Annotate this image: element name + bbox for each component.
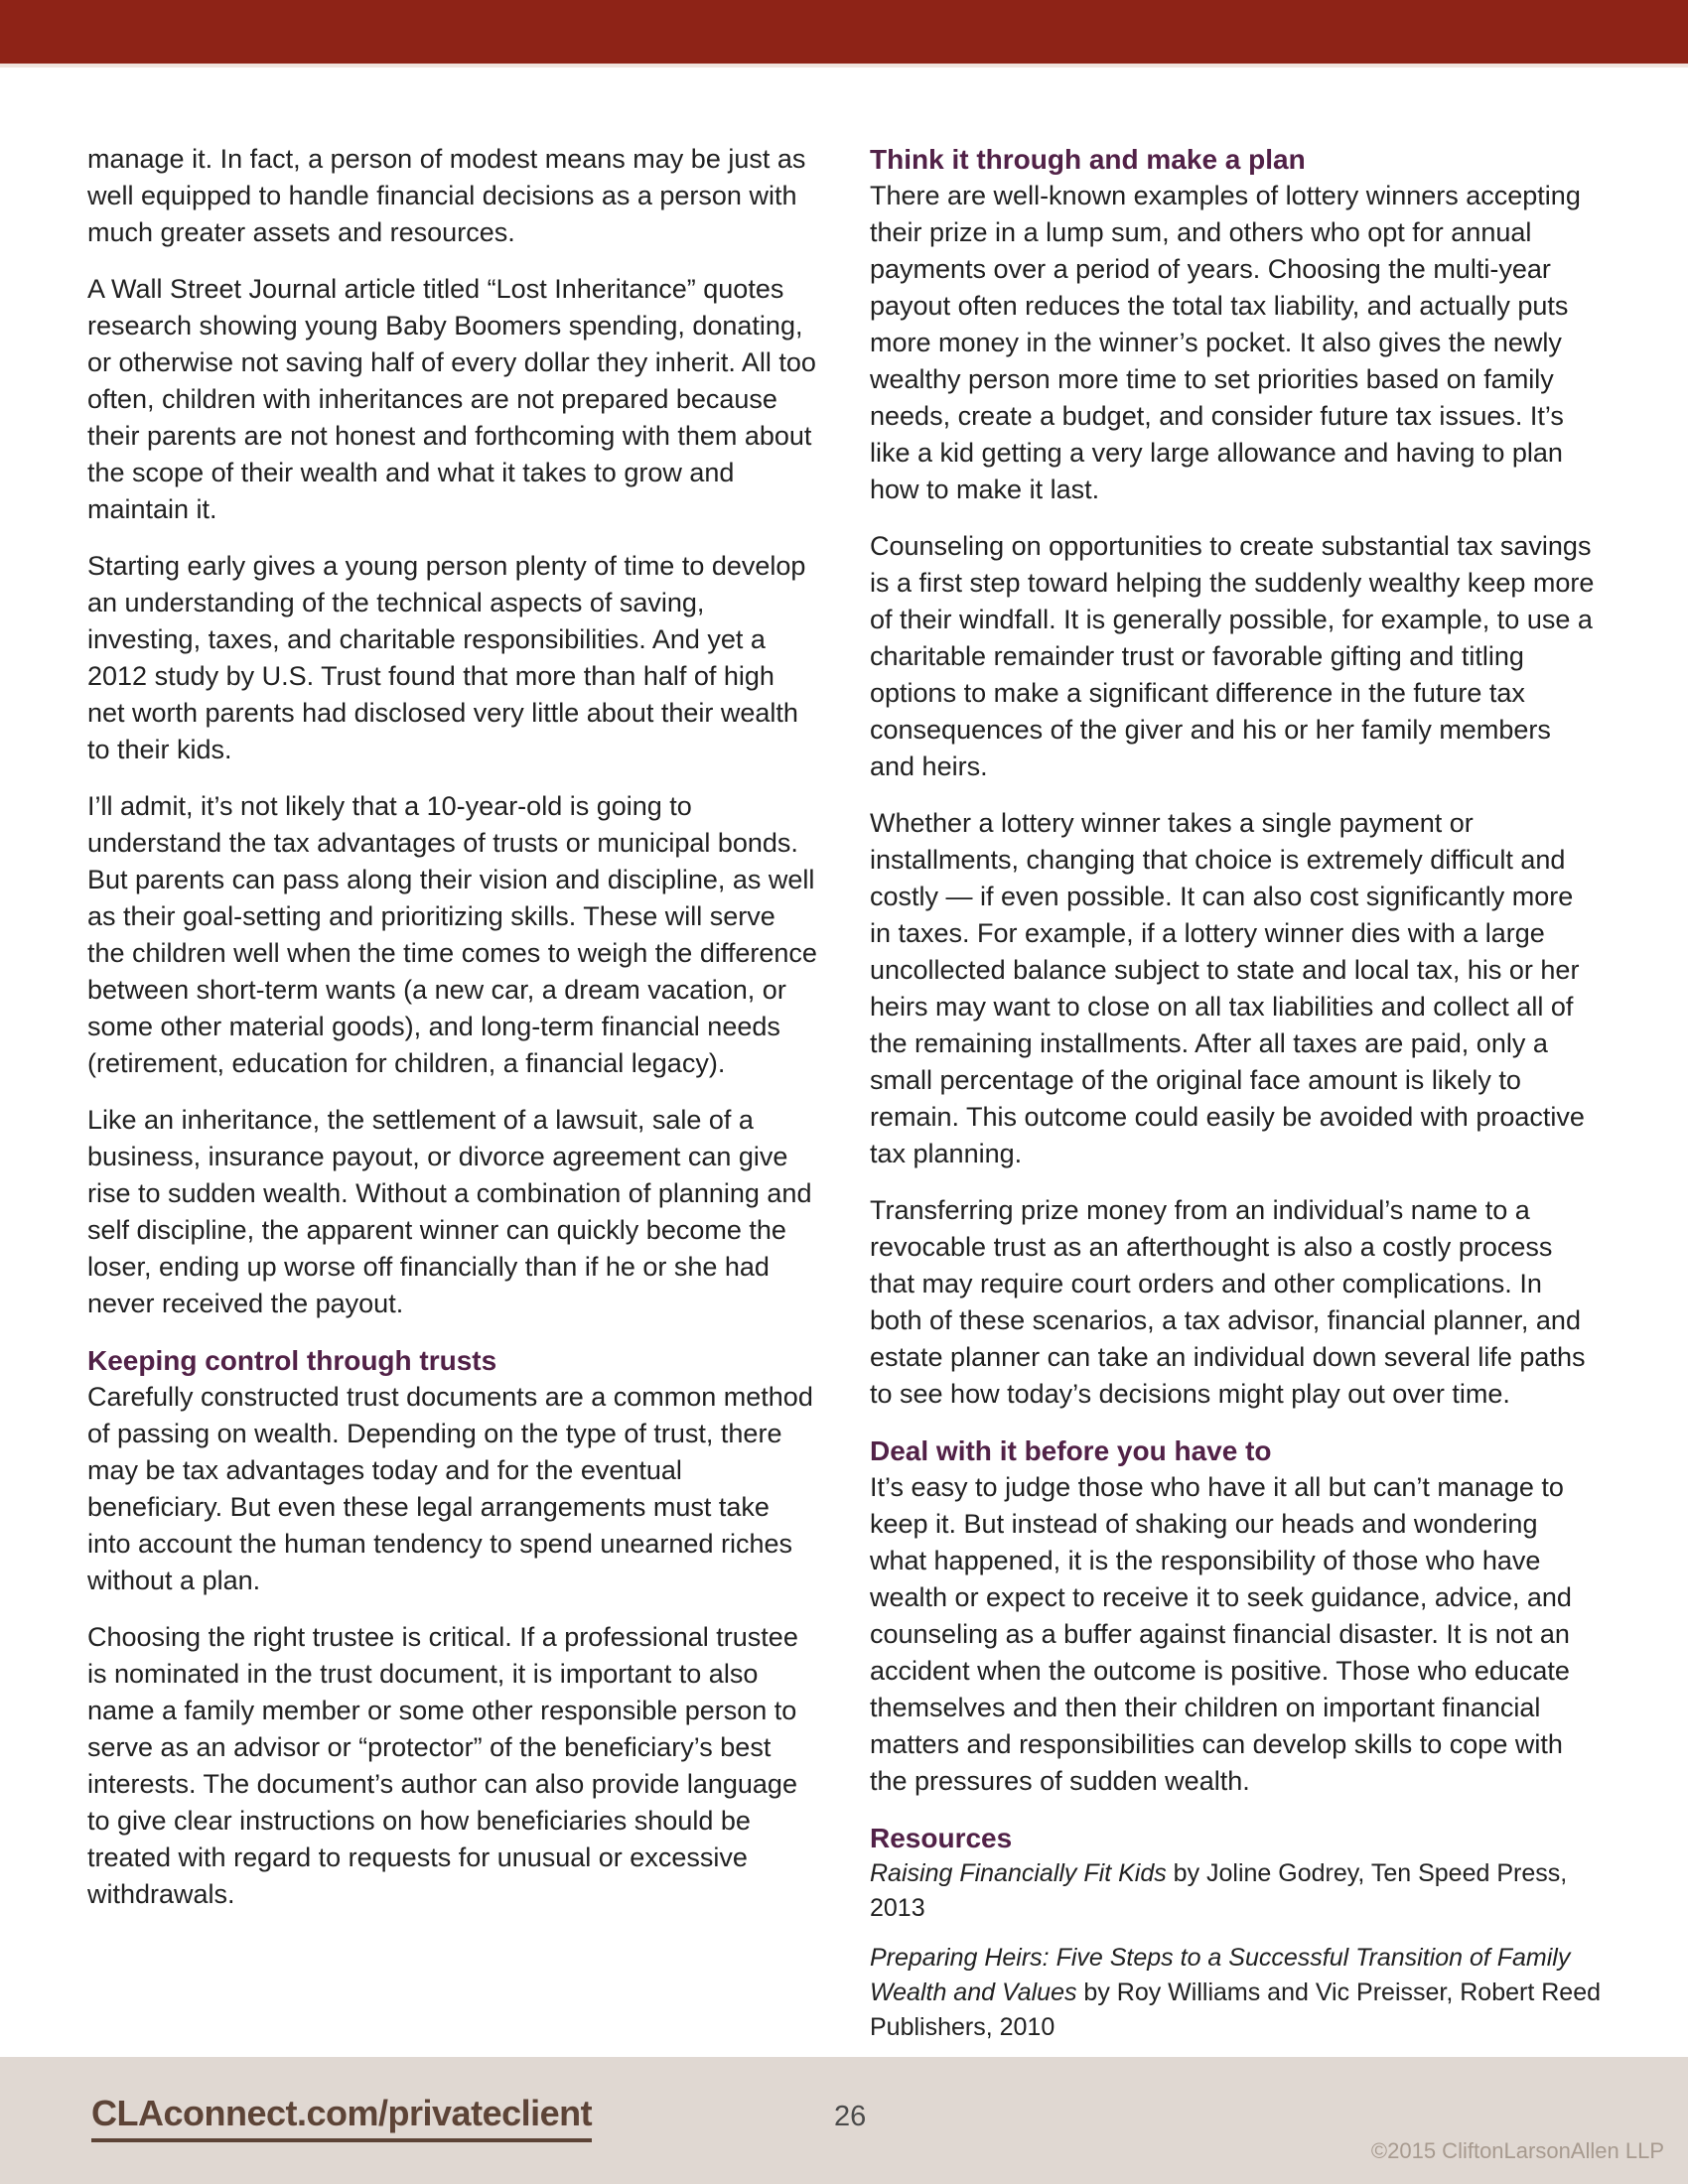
- section-heading-resources: Resources: [870, 1823, 1013, 1853]
- body-paragraph: Starting early gives a young person plenty of time to develop an understanding of the technical aspects of saving, investing, taxes, and charitable responsibilities. And yet a 2012 study by U.S. Trust found that more than half of high net worth parents had disclosed very little about their wealth to their kids.: [87, 551, 806, 764]
- footer-website-link[interactable]: CLAconnect.com/privateclient: [91, 2093, 592, 2142]
- body-paragraph: Like an inheritance, the settlement of a lawsuit, sale of a business, insurance payout, or divorce agreement can give rise to sudden wealth. Without a combination of planning and self discipline, the apparent winner can quickly become the loser, ending up worse off financially than if he or she had never received the payout.: [87, 1105, 812, 1318]
- page-number: 26: [834, 2101, 867, 2132]
- resource-detail: by Roy Williams and Vic Preisser, Robert Reed Publishers, 2010: [870, 1979, 1601, 2041]
- section-heading-deal-with-it: Deal with it before you have to: [870, 1435, 1272, 1466]
- resource-title: Preparing Heirs: Five Steps to a Successful Transition of Family Wealth and Values: [870, 1944, 1571, 2006]
- left-column: [87, 141, 818, 2060]
- resources-section: [870, 1820, 1601, 2045]
- body-paragraph: It’s easy to judge those who have it all but can’t manage to keep it. But instead of shaking our heads and wondering what happened, it is the responsibility of those who have wealth or expect to receive it to seek guidance, advice, and counseling as a buffer against financial disaster. It is not an accident when the outcome is positive. Those who educate themselves and then their children on important financial matters and responsibilities can develop skills to cope with the pressures of sudden wealth.: [870, 1472, 1572, 1796]
- resource-entry: [870, 1856, 1601, 1926]
- body-paragraph: manage it. In fact, a person of modest means may be just as well equipped to handle financial decisions as a person with much greater assets and resources.: [87, 144, 806, 247]
- top-red-bar: [0, 0, 1688, 68]
- resource-detail: by Joline Godrey, Ten Speed Press, 2013: [870, 1859, 1568, 1922]
- resource-entry: [870, 1941, 1601, 2045]
- page-body: [87, 141, 1601, 2060]
- section-heading-keeping-control: Keeping control through trusts: [87, 1345, 497, 1376]
- body-paragraph: Whether a lottery winner takes a single payment or installments, changing that choice is extremely difficult and costly — if even possible. It can also cost significantly more in taxes. For example, if a lottery winner dies with a large uncollected balance subject to state and local tax, his or her heirs may want to close on all tax liabilities and collect all of the remaining installments. After all taxes are paid, only a small percentage of the original face amount is likely to remain. This outcome could easily be avoided with proactive tax planning.: [870, 808, 1585, 1168]
- body-paragraph: Carefully constructed trust documents are a common method of passing on wealth. Depending on the type of trust, there may be tax advantages today and for the eventual beneficiary. But even these legal arrangements must take into account the human tendency to spend unearned riches without a plan.: [87, 1382, 813, 1595]
- body-paragraph: I’ll admit, it’s not likely that a 10-year-old is going to understand the tax advantages of trusts or municipal bonds. But parents can pass along their vision and discipline, as well as their goal-setting and prioritizing skills. These will serve the children well when the time comes to weigh the difference between short-term wants (a new car, a dream vacation, or some other material goods), and long-term financial needs (retirement, education for children, a financial legacy).: [87, 791, 817, 1078]
- body-paragraph: Counseling on opportunities to create substantial tax savings is a first step toward helping the suddenly wealthy keep more of their windfall. It is generally possible, for example, to use a charitable remainder trust or favorable gifting and titling options to make a significant difference in the future tax consequences of the giver and his or her family members and heirs.: [870, 531, 1595, 781]
- body-paragraph: There are well-known examples of lottery winners accepting their prize in a lump sum, and others who opt for annual payments over a period of years. Choosing the multi-year payout often reduces the total tax liability, and actually puts more money in the winner’s pocket. It also gives the newly wealthy person more time to set priorities based on family needs, create a budget, and consider future tax issues. It’s like a kid getting a very large allowance and having to plan how to make it last.: [870, 181, 1581, 504]
- resource-title: Raising Financially Fit Kids: [870, 1859, 1167, 1887]
- section-heading-think-it-through: Think it through and make a plan: [870, 144, 1306, 175]
- copyright-text: ©2015 CliftonLarsonAllen LLP: [1370, 2138, 1664, 2163]
- body-paragraph: Transferring prize money from an individual’s name to a revocable trust as an afterthought is also a costly process that may require court orders and other complications. In both of these scenarios, a tax advisor, financial planner, and estate planner can take an individual down several life paths to see how today’s decisions might play out over time.: [870, 1195, 1586, 1409]
- right-column: [870, 141, 1601, 2060]
- body-paragraph: Choosing the right trustee is critical. If a professional trustee is nominated in the trust document, it is important to also name a family member or some other responsible person to serve as an advisor or “protector” of the beneficiary’s best interests. The document’s author can also provide language to give clear instructions on how beneficiaries should be treated with regard to requests for unusual or excessive withdrawals.: [87, 1622, 798, 1909]
- footer-band: [0, 2057, 1688, 2184]
- body-paragraph: A Wall Street Journal article titled “Lost Inheritance” quotes research showing young Baby Boomers spending, donating, or otherwise not saving half of every dollar they inherit. All too often, children with inheritances are not prepared because their parents are not honest and forthcoming with them about the scope of their wealth and what it takes to grow and maintain it.: [87, 274, 816, 524]
